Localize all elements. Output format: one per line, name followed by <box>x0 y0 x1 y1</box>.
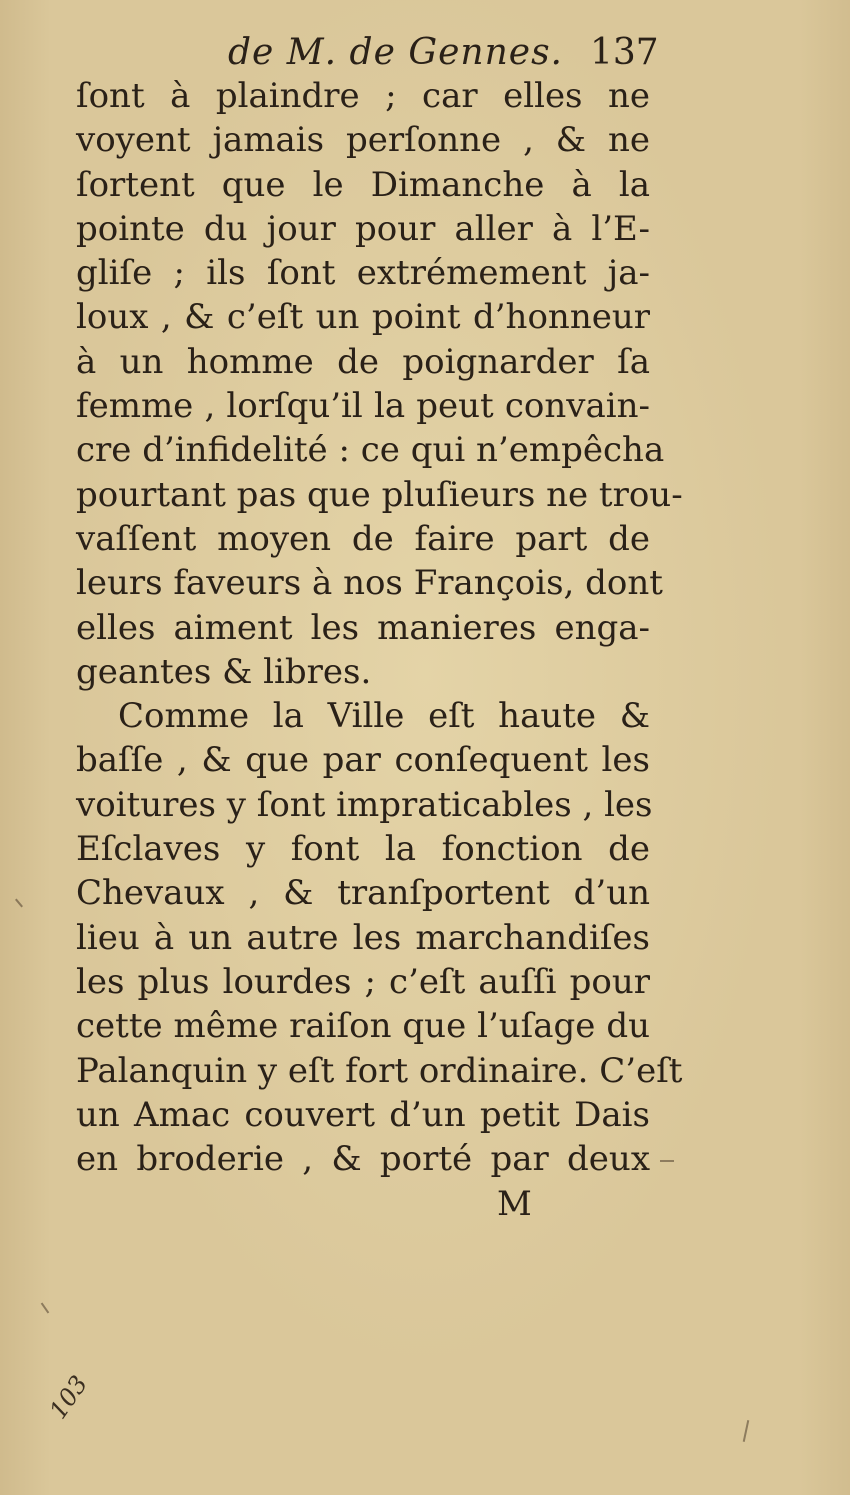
text-line: Comme la Ville eſt haute & <box>118 696 650 737</box>
text-line: Eſclaves y font la fonction de <box>76 829 650 870</box>
page-number: 137 <box>590 32 659 73</box>
text-line: loux , & c’eſt un point d’honneur <box>76 297 650 338</box>
paper-speck <box>660 1160 674 1162</box>
text-line: femme , lorſqu’il la peut convain- <box>76 386 650 427</box>
text-line: Palanquin y eſt fort ordinaire. C’eſt <box>76 1050 683 1091</box>
text-line: baſſe , & que par conſequent les <box>76 740 650 781</box>
text-line: cre d’infidelité : ce qui n’empêcha <box>76 430 665 471</box>
text-line: voyent jamais perſonne , & ne <box>76 120 650 161</box>
text-line: geantes & libres. <box>76 651 372 692</box>
text-line: en broderie , & porté par deux <box>76 1139 650 1180</box>
running-head: de M. de Gennes. <box>228 32 563 73</box>
text-line: ſont à plaindre ; car elles ne <box>76 76 650 116</box>
text-line: pointe du jour pour aller à l’E- <box>76 208 650 249</box>
text-line: gliſe ; ils ſont extrémement ja- <box>76 253 650 294</box>
paper-speck <box>743 1420 750 1442</box>
text-line: les plus lourdes ; c’eſt auſſi pour <box>76 961 650 1002</box>
body-text <box>76 74 683 1181</box>
text-line: Chevaux , & tranſportent d’un <box>76 873 650 914</box>
page-header <box>0 28 850 78</box>
catchword: M <box>497 1184 532 1224</box>
text-line: vaſſent moyen de faire part de <box>76 518 650 559</box>
text-line: pourtant pas que pluſieurs ne trou- <box>76 474 683 515</box>
handwritten-margin-note: 103 <box>44 1370 94 1425</box>
text-line: lieu à un autre les marchandiſes <box>76 917 650 958</box>
text-line: cette même raiſon que l’uſage du <box>76 1006 650 1047</box>
text-line: à un homme de poignarder ſa <box>76 341 650 382</box>
text-line: elles aiment les manieres enga- <box>76 607 650 648</box>
paper-speck <box>15 899 23 908</box>
text-line: voitures y ſont impraticables , les <box>76 784 653 825</box>
text-line: leurs faveurs à nos François, dont <box>76 563 663 604</box>
text-line: ſortent que le Dimanche à la <box>76 164 650 205</box>
paper-speck <box>41 1303 50 1314</box>
text-line: un Amac couvert d’un petit Dais <box>76 1094 650 1135</box>
